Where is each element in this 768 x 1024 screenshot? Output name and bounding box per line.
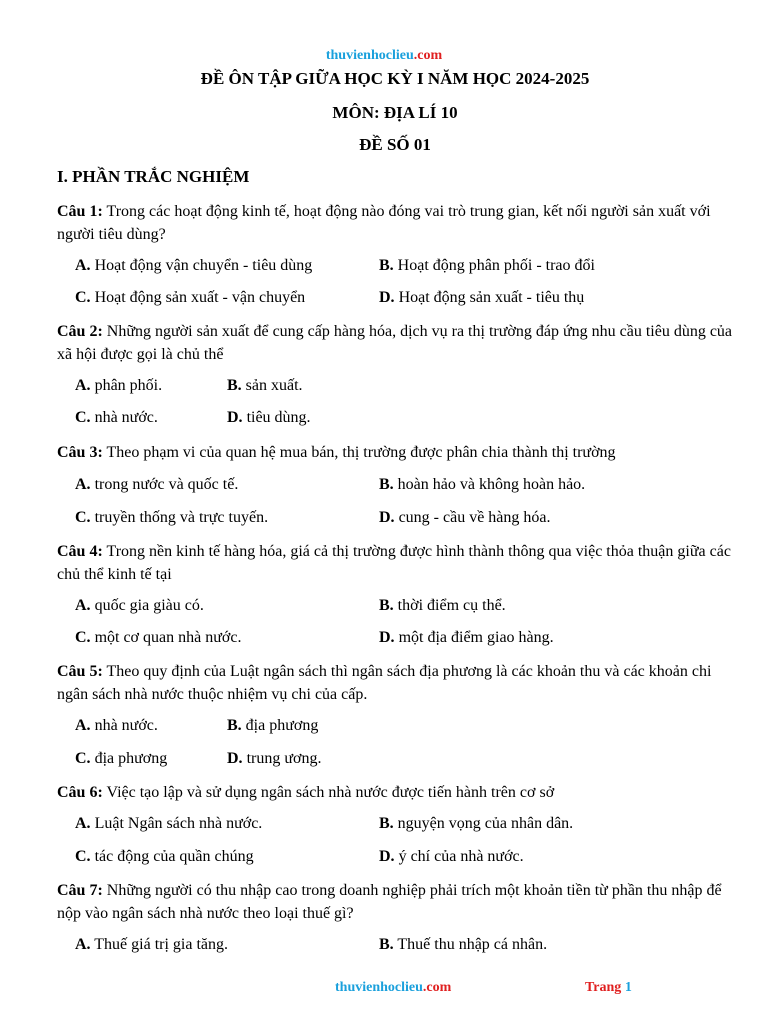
question-5	[57, 660, 737, 706]
option-text: Thuế thu nhập cá nhân.	[393, 936, 548, 953]
question-label: Câu 4:	[57, 543, 103, 560]
option-b	[379, 935, 547, 955]
option-d	[227, 749, 321, 769]
question-3	[57, 441, 737, 464]
option-text: thời điểm cụ thể.	[393, 597, 506, 614]
question-text: Trong các hoạt động kinh tế, hoạt động nào đóng vai trò trung gian, kết nối người sản xuất với người tiêu dùng?	[57, 203, 711, 243]
option-d	[379, 288, 584, 308]
option-text: một địa điểm giao hàng.	[394, 629, 554, 646]
question-1	[57, 200, 737, 246]
option-key: C.	[75, 409, 91, 426]
option-c	[75, 288, 305, 308]
option-key: D.	[227, 409, 243, 426]
option-text: ý chí của nhà nước.	[394, 848, 524, 865]
question-label: Câu 6:	[57, 784, 103, 801]
option-b	[379, 814, 573, 834]
question-text: Việc tạo lập và sử dụng ngân sách nhà nước được tiến hành trên cơ sở	[102, 784, 555, 801]
option-text: địa phương	[90, 750, 168, 767]
exam-title: ĐỀ ÔN TẬP GIỮA HỌC KỲ I NĂM HỌC 2024-2025	[200, 69, 590, 88]
footer-site-name: thuvienhoclieu	[335, 980, 423, 995]
option-key: D.	[379, 629, 395, 646]
option-key: A.	[75, 597, 91, 614]
site-domain: .com	[413, 48, 443, 63]
option-key: C.	[75, 289, 91, 306]
option-key: B.	[379, 476, 394, 493]
option-a	[75, 376, 162, 396]
footer-site	[335, 980, 451, 996]
option-c	[75, 847, 254, 867]
option-c	[75, 749, 167, 769]
option-key: B.	[227, 377, 242, 394]
question-2	[57, 320, 737, 366]
option-c	[75, 628, 241, 648]
option-d	[379, 847, 524, 867]
question-text: Những người có thu nhập cao trong doanh nghiệp phải trích một khoản tiền từ phần thu nhập để nộp vào ngân sách nhà nước theo loại thuế gì?	[57, 882, 722, 922]
option-text: nhà nước.	[90, 717, 158, 734]
option-a	[75, 475, 238, 495]
option-text: nhà nước.	[90, 409, 158, 426]
subject-title: MÔN: ĐỊA LÍ 10	[332, 103, 458, 122]
footer-site-domain: .com	[422, 980, 452, 995]
site-name: thuvienhoclieu	[325, 48, 414, 63]
option-key: D.	[379, 509, 395, 526]
option-text: hoàn hảo và không hoàn hảo.	[393, 476, 586, 493]
question-text: Trong nền kinh tế hàng hóa, giá cả thị trường được hình thành thông qua việc thỏa thuận giữa các chủ thể kinh tế tại	[57, 543, 731, 583]
question-label: Câu 2:	[57, 323, 103, 340]
option-b	[379, 596, 506, 616]
option-text: Hoạt động vận chuyển - tiêu dùng	[90, 257, 313, 274]
option-text: Hoạt động sản xuất - tiêu thụ	[394, 289, 585, 306]
option-text: Hoạt động phân phối - trao đổi	[393, 257, 595, 274]
option-key: A.	[75, 936, 91, 953]
option-key: D.	[379, 289, 395, 306]
option-key: B.	[379, 597, 394, 614]
option-key: A.	[75, 476, 91, 493]
section-title: I. PHẦN TRẮC NGHIỆM	[57, 167, 250, 186]
question-label: Câu 1:	[57, 203, 103, 220]
question-label: Câu 3:	[57, 444, 103, 461]
option-a	[75, 814, 262, 834]
option-a	[75, 596, 204, 616]
option-b	[379, 475, 585, 495]
question-4	[57, 540, 737, 586]
option-b	[227, 716, 318, 736]
page-label: Trang	[585, 980, 625, 995]
option-d	[379, 628, 554, 648]
option-text: trong nước và quốc tế.	[90, 476, 239, 493]
option-a	[75, 716, 158, 736]
option-text: tiêu dùng.	[242, 409, 311, 426]
option-d	[227, 408, 311, 428]
option-key: C.	[75, 848, 91, 865]
option-text: Thuế giá trị gia tăng.	[90, 936, 229, 953]
option-d	[379, 508, 551, 528]
option-text: quốc gia giàu có.	[90, 597, 204, 614]
question-text: Những người sản xuất để cung cấp hàng hóa, dịch vụ ra thị trường đáp ứng nhu cầu tiêu dùng của xã hội được gọi là chủ thể	[57, 323, 733, 363]
question-label: Câu 7:	[57, 882, 103, 899]
option-text: sản xuất.	[241, 377, 303, 394]
option-c	[75, 508, 268, 528]
option-b	[227, 376, 303, 396]
exam-number: ĐỀ SỐ 01	[359, 135, 431, 154]
option-key: D.	[379, 848, 395, 865]
option-text: cung - cầu về hàng hóa.	[394, 509, 551, 526]
option-key: B.	[227, 717, 242, 734]
question-label: Câu 5:	[57, 663, 103, 680]
option-text: Luật Ngân sách nhà nước.	[90, 815, 263, 832]
page-indicator	[585, 980, 632, 996]
option-text: một cơ quan nhà nước.	[90, 629, 242, 646]
option-key: A.	[75, 257, 91, 274]
option-key: B.	[379, 815, 394, 832]
site-header	[0, 48, 768, 64]
option-key: C.	[75, 750, 91, 767]
option-text: trung ương.	[242, 750, 322, 767]
option-a	[75, 256, 312, 276]
option-key: C.	[75, 509, 91, 526]
option-key: A.	[75, 717, 91, 734]
option-text: nguyện vọng của nhân dân.	[393, 815, 574, 832]
option-key: C.	[75, 629, 91, 646]
option-key: A.	[75, 377, 91, 394]
option-key: A.	[75, 815, 91, 832]
question-text: Theo phạm vi của quan hệ mua bán, thị trường được phân chia thành thị trường	[102, 444, 616, 461]
option-text: phân phối.	[90, 377, 163, 394]
option-text: truyền thống và trực tuyến.	[90, 509, 269, 526]
question-text: Theo quy định của Luật ngân sách thì ngân sách địa phương là các khoản thu và các khoản chi ngân sách nhà nước thuộc nhiệm vụ chi của cấp.	[57, 663, 712, 703]
question-6	[57, 781, 737, 804]
option-c	[75, 408, 158, 428]
page-number: 1	[624, 980, 632, 995]
option-text: Hoạt động sản xuất - vận chuyển	[90, 289, 306, 306]
option-a	[75, 935, 228, 955]
option-text: tác động của quần chúng	[90, 848, 254, 865]
question-7	[57, 879, 737, 925]
option-key: B.	[379, 257, 394, 274]
option-key: B.	[379, 936, 394, 953]
option-text: địa phương	[241, 717, 319, 734]
option-key: D.	[227, 750, 243, 767]
option-b	[379, 256, 595, 276]
